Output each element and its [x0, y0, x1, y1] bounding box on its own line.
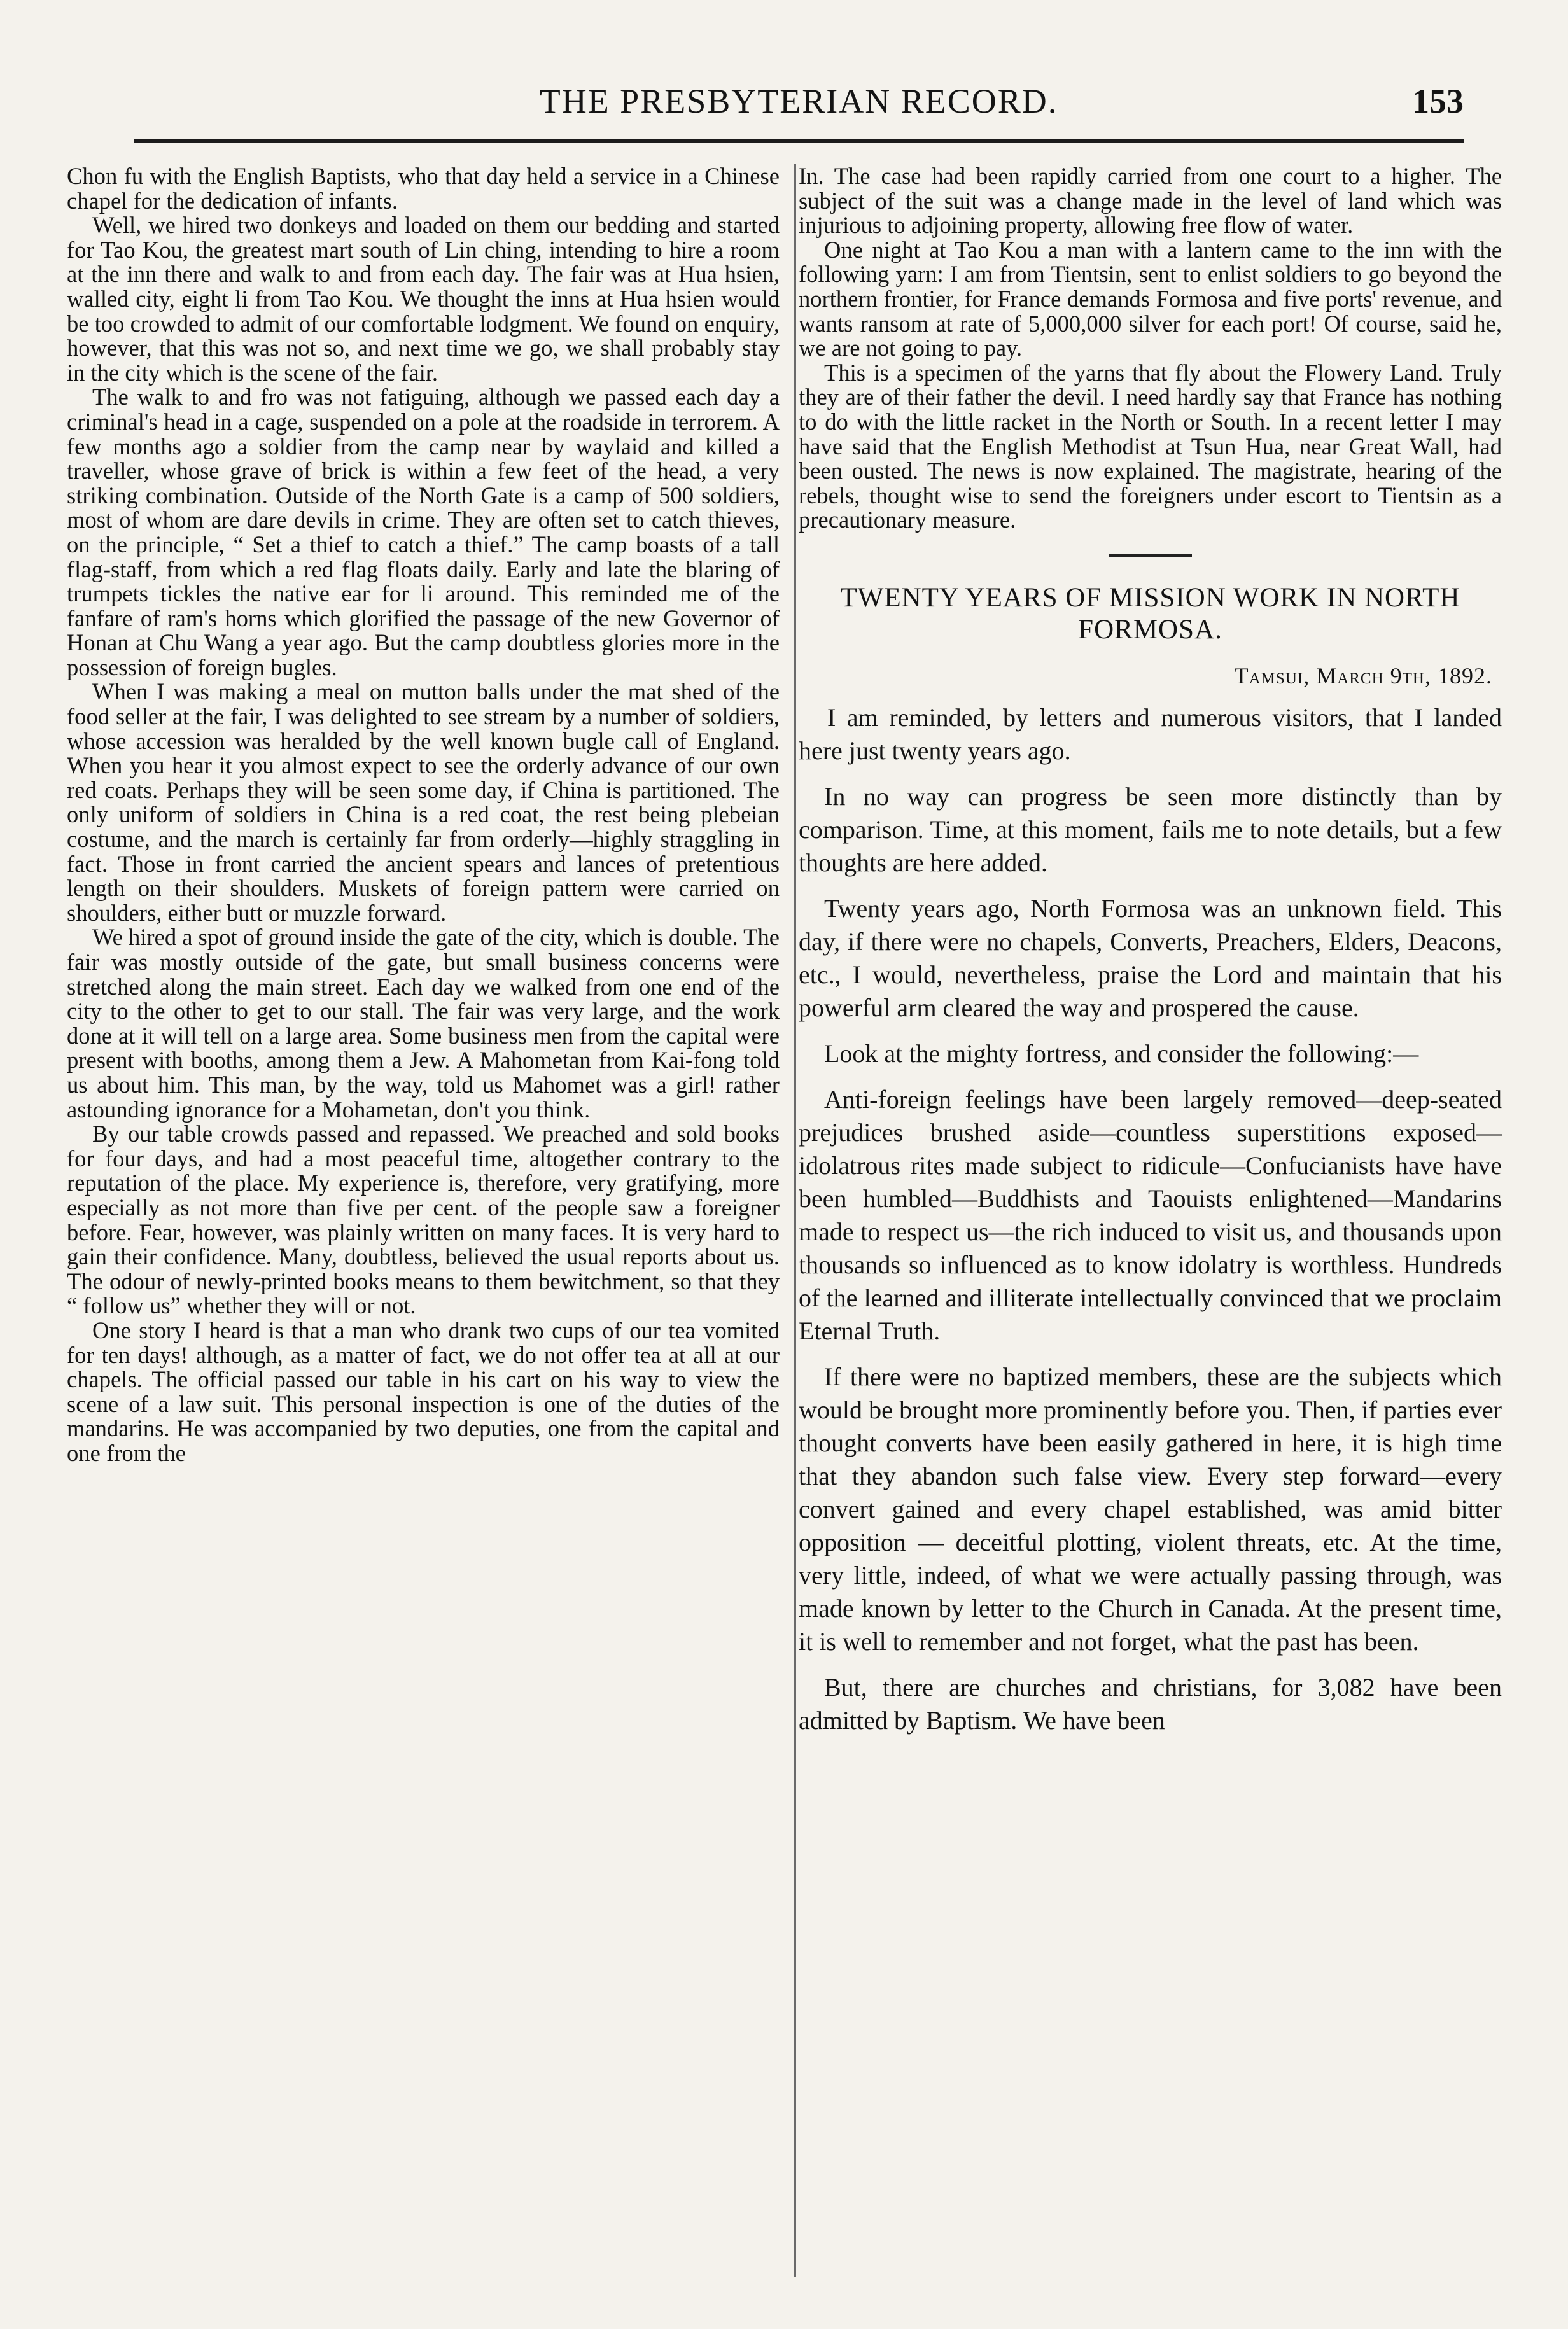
right-column: [799, 164, 1502, 2290]
header-rule: [134, 139, 1464, 143]
article-paragraph-4: Look at the mighty fortress, and consider the following:—: [824, 1039, 1419, 1068]
article-paragraph-7: But, there are churches and christians, for 3,082 have been admitted by Baptism. We have been: [799, 1672, 1502, 1735]
right-paragraph-3: This is a specimen of the yarns that fly about the Flowery Land. Truly they are of their father the devil. I need hardly say that France has nothing to do with the little racket in the North or South. In a recent letter I may have said that the English Methodist at Tsun Hua, near Great Wall, had been ousted. The news is now explained. The magistrate, hearing of the rebels, thought wise to send the foreigners under escort to Tientsin as a precautionary measure.: [799, 359, 1502, 533]
article-dateline: Tamsui, March 9th, 1892.: [1234, 662, 1492, 689]
left-paragraph-2: Well, we hired two donkeys and loaded on them our bedding and started for Tao Kou, the greatest mart south of Lin ching, intending to hire a room at the inn there and walk to and from each day. The fair was at Hua hsien, walled city, eight li from Tao Kou. We thought the inns at Hua hsien would be too crowded to admit of our comfortable lodgment. We found on enquiry, however, that this was not so, and next time we go, we shall probably stay in the city which is the scene of the fair.: [67, 212, 780, 386]
article-paragraph-2: In no way can progress be seen more distinctly than by comparison. Time, at this moment, fails me to note details, but a few thoughts are here added.: [799, 781, 1502, 877]
page-header: [134, 76, 1464, 127]
left-column: [67, 164, 780, 2290]
article-paragraph-5: Anti-foreign feelings have been largely removed—deep-seated prejudices brushed aside—countless superstitions exposed—idolatrous rites made subject to ridicule—Confucianists have have been humbled—Buddhists and Taouists enlightened—Mandarins made to respect us—the rich induced to visit us, and thousands upon thousands so influenced as to know idolatry is worthless. Hundreds of the learned and illiterate intellectually convinced that we proclaim Eternal Truth.: [799, 1084, 1502, 1345]
left-paragraph-7: One story I heard is that a man who drank two cups of our tea vomited for ten days! although, as a matter of fact, we do not offer tea at all at our chapels. The official passed our table in his cart on his way to view the scene of a law suit. This personal inspection is one of the duties of the mandarins. He was accompanied by two deputies, one from the capital and one from the: [67, 1317, 780, 1466]
left-paragraph-3: The walk to and fro was not fatiguing, although we passed each day a criminal's head in a cage, suspended on a pole at the roadside in terrorem. A few months ago a soldier from the camp near by waylaid and killed a traveller, whose grave of brick is within a few feet of the head, a very striking combination. Outside of the North Gate is a camp of 500 soldiers, most of whom are dare devils in crime. They are often set to catch thieves, on the principle, “ Set a thief to catch a thief.” The camp boasts of a tall flag-staff, from which a red flag floats daily. Early and late the blaring of trumpets tickles the native ear for li around. This reminded me of the fanfare of ram's horns which glorified the passage of the new Governor of Honan at Chu Wang a year ago. But the camp doubtless glories more in the possession of foreign bugles.: [67, 384, 780, 680]
article-title: TWENTY YEARS OF MISSION WORK IN NORTH FORMOSA.: [840, 582, 1460, 645]
right-paragraph-2: One night at Tao Kou a man with a lantern came to the inn with the following yarn: I am from Tientsin, sent to enlist soldiers to go beyond the northern frontier, for France demands Formosa and five ports' revenue, and wants ransom at rate of 5,000,000 silver for each port! Of course, said he, we are not going to pay.: [799, 236, 1502, 361]
page-number: 153: [1412, 82, 1464, 120]
article-paragraph-3: Twenty years ago, North Formosa was an unknown field. This day, if there were no chapels, Converts, Preachers, Elders, Deacons, etc., I would, nevertheless, praise the Lord and maintain that his powerful arm cleared the way and prospered the cause.: [799, 893, 1502, 1022]
left-paragraph-5: We hired a spot of ground inside the gate of the city, which is double. The fair was mostly outside of the gate, but small business concerns were stretched along the main street. Each day we walked from one end of the city to the other to get to our stall. The fair was very large, and the work done at it will tell on a large area. Some business men from the capital were present with booths, among them a Jew. A Mahometan from Kai-fong told us about him. This man, by the way, told us Mahomet was a girl! rather astounding ignorance for a Mohametan, don't you think.: [67, 924, 780, 1123]
article-paragraph-6: If there were no baptized members, these are the subjects which would be brought more prominently before you. Then, if parties ever thought converts have been easily gathered in here, it is high time that they abandon such false view. Every step forward—every convert gained and every chapel established, was amid bitter opposition — deceitful plotting, violent threats, etc. At the time, very little, indeed, of what we were actually passing through, was made known by letter to the Church in Canada. At the present time, it is well to remember and not forget, what the past has been.: [799, 1362, 1502, 1656]
right-paragraph-1: In. The case had been rapidly carried from one court to a higher. The subject of the suit was a change made in the level of land which was injurious to adjoining property, allowing free flow of water.: [799, 164, 1502, 239]
running-title: THE PRESBYTERIAN RECORD.: [539, 82, 1058, 120]
left-paragraph-6: By our table crowds passed and repassed. We preached and sold books for four days, and had a most peaceful time, altogether contrary to the reputation of the place. My experience is, therefore, very gratifying, more especially as not more than five per cent. of the people saw a foreigner before. Fear, however, was plainly written on many faces. It is very hard to gain their confidence. Many, doubtless, believed the usual reports about us. The odour of newly-printed books means to them bewitchment, so that they “ follow us” whether they will or not.: [67, 1121, 780, 1319]
left-paragraph-4: When I was making a meal on mutton balls under the mat shed of the food seller at the fair, I was delighted to see stream by a number of soldiers, whose accession was heralded by the well known bugle call of England. When you hear it you almost expect to see the orderly advance of our own red coats. Perhaps they will be seen some day, if China is partitioned. The only uniform of soldiers in China is a red coat, the rest being plebeian costume, and the march is certainly far from orderly—highly straggling in fact. Those in front carried the ancient spears and lances of pretentious length on their shoulders. Muskets of foreign pattern were carried on shoulders, either butt or muzzle forward.: [67, 678, 780, 926]
left-paragraph-1: Chon fu with the English Baptists, who that day held a service in a Chinese chapel for the dedication of infants.: [67, 164, 780, 214]
section-separator: [1109, 554, 1192, 557]
column-divider: [794, 164, 796, 2277]
article-paragraph-1: I am reminded, by letters and numerous visitors, that I landed here just twenty years ago.: [799, 703, 1502, 765]
article-body: [799, 701, 1502, 1737]
